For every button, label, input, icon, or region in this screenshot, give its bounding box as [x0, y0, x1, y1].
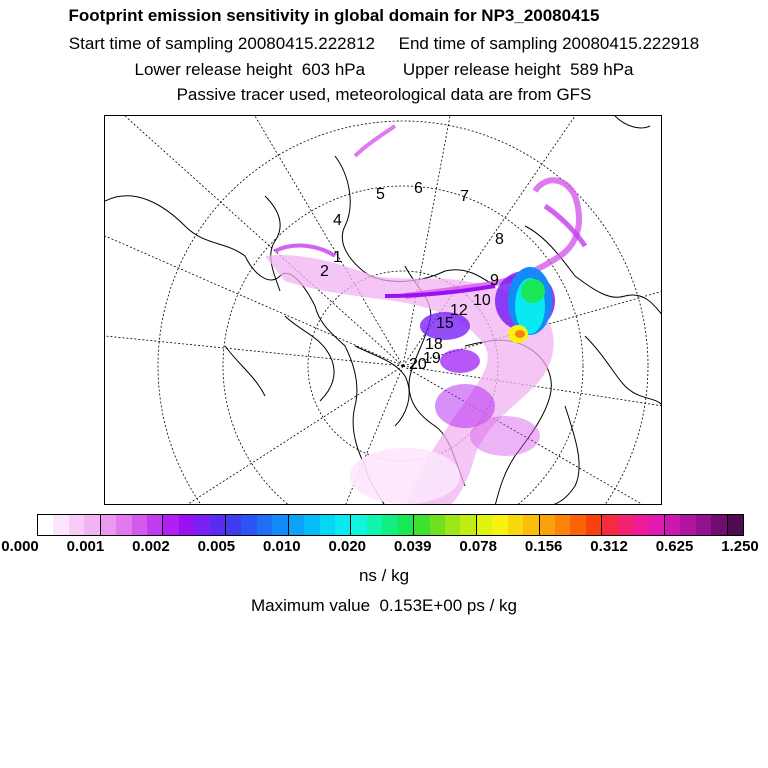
colorbar-segment	[226, 515, 241, 535]
colorbar-tick-label: 0.020	[328, 538, 367, 555]
colorbar-segment	[460, 515, 476, 535]
meridian-line	[255, 116, 403, 366]
colorbar-tick-labels	[0, 538, 768, 558]
map-svg	[105, 116, 662, 505]
trajectory-label: 8	[495, 231, 504, 248]
maximum-value-text: Maximum value 0.153E+00 ps / kg	[251, 596, 517, 615]
coastline	[545, 406, 579, 505]
colorbar-segment	[382, 515, 397, 535]
trajectory-label: 20	[409, 356, 427, 373]
colorbar-segment	[555, 515, 570, 535]
graticule	[105, 116, 662, 505]
colorbar-segment	[711, 515, 727, 535]
release-height-line: Lower release height 603 hPa Upper release height 589 hPa	[134, 60, 634, 79]
coastline	[585, 336, 662, 406]
colorbar-segment	[289, 515, 304, 535]
colorbar-tick-label: 0.005	[197, 538, 236, 555]
trajectory-label: 18	[425, 336, 443, 353]
colorbar-segment	[257, 515, 272, 535]
coastline	[225, 346, 265, 396]
trajectory-label: 1	[333, 249, 342, 266]
colorbar-tick-label: 0.001	[66, 538, 105, 555]
colorbar-tick-label: 0.156	[524, 538, 563, 555]
latitude-circle	[158, 121, 648, 505]
colorbar-tick-label: 0.312	[590, 538, 628, 555]
colorbar-tick-label: 0.002	[132, 538, 170, 555]
colorbar-segment	[648, 515, 664, 535]
colorbar-segment	[179, 515, 194, 535]
colorbar-segment	[680, 515, 695, 535]
colorbar-segment	[84, 515, 100, 535]
colorbar-segment	[335, 515, 351, 535]
trajectory-label: 7	[460, 188, 469, 205]
colorbar-segment	[477, 515, 492, 535]
colorbar-segment	[665, 515, 680, 535]
colorbar-segment	[618, 515, 633, 535]
colorbar-segment	[398, 515, 414, 535]
colorbar-segment	[132, 515, 147, 535]
colorbar-segment	[586, 515, 602, 535]
colorbar-segment	[320, 515, 335, 535]
trajectory-label: 2	[320, 263, 329, 280]
colorbar-segment	[351, 515, 366, 535]
footprint-map	[104, 115, 662, 505]
colorbar-segment	[272, 515, 288, 535]
footprint-plume	[265, 126, 585, 505]
colorbar-segment	[101, 515, 116, 535]
colorbar-tick-label: 0.039	[393, 538, 432, 555]
colorbar-segment	[430, 515, 445, 535]
coastlines	[105, 116, 662, 505]
colorbar-tick-label: 0.078	[459, 538, 497, 555]
colorbar-segment	[728, 515, 743, 535]
trajectory-label: 12	[450, 302, 468, 319]
colorbar-segment	[304, 515, 319, 535]
colorbar-segment	[194, 515, 209, 535]
colorbar-segment	[241, 515, 256, 535]
colorbar-segment	[602, 515, 617, 535]
colorbar-segment	[696, 515, 711, 535]
colorbar-segment	[147, 515, 163, 535]
trajectory-label: 10	[473, 292, 491, 309]
colorbar-tick-label: 1.250	[721, 538, 759, 555]
meridian-line	[105, 236, 403, 366]
trajectory-label: 5	[376, 186, 385, 203]
colorbar-segment	[210, 515, 226, 535]
colorbar-segment	[445, 515, 460, 535]
colorbar-segment	[540, 515, 555, 535]
plot-title: Footprint emission sensitivity in global domain for NP3_20080415	[68, 6, 600, 25]
trajectory-label: 9	[490, 272, 499, 289]
colorbar-units: ns / kg	[358, 566, 410, 585]
trajectory-label: 6	[414, 180, 423, 197]
colorbar-segment	[414, 515, 429, 535]
trajectory-label: 19	[423, 350, 441, 367]
coastline	[355, 346, 409, 426]
colorbar	[37, 514, 744, 536]
colorbar-segment	[633, 515, 648, 535]
trajectory-label: 15	[436, 315, 454, 332]
meridian-line	[105, 336, 403, 366]
meridian-line	[125, 116, 403, 366]
coastline	[615, 116, 650, 128]
colorbar-segment	[53, 515, 68, 535]
coastline	[265, 196, 280, 291]
colorbar-tick-label: 0.000	[1, 538, 39, 555]
colorbar-segment	[508, 515, 523, 535]
tracer-info-line: Passive tracer used, meteorological data are from GFS	[176, 85, 592, 104]
colorbar-tick-label: 0.010	[263, 538, 301, 555]
colorbar-segment	[163, 515, 178, 535]
colorbar-segment	[69, 515, 84, 535]
colorbar-tick-label: 0.625	[655, 538, 694, 555]
colorbar-segment	[523, 515, 539, 535]
colorbar-segment	[570, 515, 585, 535]
trajectory-label: 4	[333, 212, 342, 229]
colorbar-segment	[38, 515, 53, 535]
colorbar-segment	[367, 515, 382, 535]
sampling-time-line: Start time of sampling 20080415.222812 End time of sampling 20080415.222918	[68, 34, 700, 53]
colorbar-segment	[492, 515, 507, 535]
colorbar-segment	[116, 515, 131, 535]
